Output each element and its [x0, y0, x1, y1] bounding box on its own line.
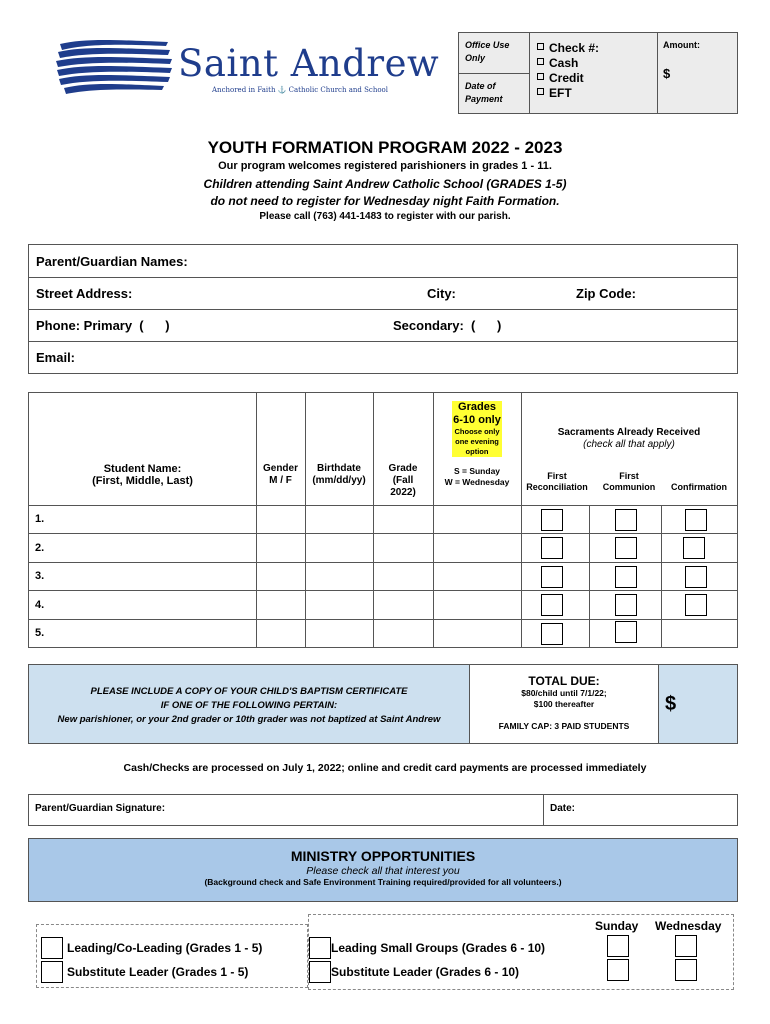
email-label: Email:	[36, 350, 76, 365]
phone-primary-label: Phone: Primary ( )	[36, 318, 170, 333]
grade-header: Grade (Fall 2022)	[388, 463, 418, 498]
leading-small-groups-checkbox[interactable]	[309, 937, 331, 959]
substitute-wednesday-checkbox[interactable]	[675, 959, 697, 981]
intro-line-4: Please call (763) 441-1483 to register with our parish.	[259, 211, 511, 222]
row3-confirmation-checkbox[interactable]	[685, 566, 707, 588]
date-label: Date:	[550, 803, 576, 814]
street-address-label: Street Address:	[36, 286, 133, 301]
substitute-leader-6-10-checkbox[interactable]	[309, 961, 331, 983]
family-cap: FAMILY CAP: 3 PAID STUDENTS	[498, 721, 630, 731]
amount-symbol: $	[663, 66, 671, 81]
gender-header: Gender M / F	[262, 463, 298, 486]
row5-communion-checkbox[interactable]	[615, 621, 637, 643]
logo-tagline: Anchored in Faith ⚓ Catholic Church and School	[212, 86, 388, 94]
page-title: YOUTH FORMATION PROGRAM 2022 - 2023	[207, 138, 563, 157]
intro-line-3: do not need to register for Wednesday night Faith Formation.	[210, 194, 560, 208]
saint-andrew-logo-icon	[56, 38, 174, 98]
row1-communion-checkbox[interactable]	[615, 509, 637, 531]
row1-reconciliation-checkbox[interactable]	[541, 509, 563, 531]
office-use-label-1: Office Use	[465, 40, 510, 50]
baptism-note: PLEASE INCLUDE A COPY OF YOUR CHILD'S BAPTISM CERTIFICATE IF ONE OF THE FOLLOWING PERTAIN: New parishioner, or your 2nd grader or 10th grader was not baptized at Saint Andrew	[57, 686, 441, 725]
phone-row[interactable]	[29, 309, 737, 342]
substitute-leader-6-10-label: Substitute Leader (Grades 6 - 10)	[331, 965, 520, 979]
row4-reconciliation-checkbox[interactable]	[541, 594, 563, 616]
parent-names-label: Parent/Guardian Names:	[36, 254, 188, 269]
wednesday-column-label: Wednesday	[655, 919, 722, 933]
total-rate-1: $80/child until 7/1/22;	[521, 688, 607, 698]
confirmation-header: Confirmation	[671, 482, 727, 492]
baptism-total-box	[28, 664, 738, 744]
birthdate-header: Birthdate (mm/dd/yy)	[312, 463, 366, 486]
leading-co-leading-checkbox[interactable]	[41, 937, 63, 959]
substitute-leader-1-5-label: Substitute Leader (Grades 1 - 5)	[67, 965, 249, 979]
ministry-title: MINISTRY OPPORTUNITIES	[290, 848, 476, 864]
parent-names-field[interactable]	[29, 245, 737, 278]
payment-option-eft[interactable]: EFT	[537, 86, 599, 101]
signature-label: Parent/Guardian Signature:	[35, 803, 166, 814]
logo-name: Saint Andrew	[178, 42, 440, 85]
student-row-4: 4.	[35, 599, 45, 611]
row2-reconciliation-checkbox[interactable]	[541, 537, 563, 559]
row5-reconciliation-checkbox[interactable]	[541, 623, 563, 645]
substitute-sunday-checkbox[interactable]	[607, 959, 629, 981]
ministry-banner	[28, 838, 738, 902]
payment-option-check[interactable]: Check #:	[537, 41, 599, 56]
ministry-sub-1: Please check all that interest you	[306, 865, 460, 877]
first-communion-header: First Communion	[602, 471, 656, 492]
student-row-5: 5.	[35, 627, 45, 639]
date-of-payment-label-1: Date of	[465, 81, 496, 91]
signature-row	[28, 794, 738, 826]
sacraments-header: Sacraments Already Received (check all that apply)	[557, 427, 701, 450]
leading-co-leading-label: Leading/Co-Leading (Grades 1 - 5)	[67, 941, 263, 955]
total-due-amount[interactable]: $	[665, 693, 677, 715]
volunteer-right-group	[308, 914, 734, 990]
student-row-3: 3.	[35, 570, 45, 582]
row2-communion-checkbox[interactable]	[615, 537, 637, 559]
row3-communion-checkbox[interactable]	[615, 566, 637, 588]
date-field[interactable]	[544, 795, 737, 825]
grades-6-10-header: Grades 6-10 only Choose only one evening option S = Sunday W = Wednesday	[444, 401, 510, 487]
ministry-sub-2: (Background check and Safe Environment Training required/provided for all volunteers.)	[204, 877, 562, 887]
volunteer-left-group	[36, 924, 308, 988]
small-groups-wednesday-checkbox[interactable]	[675, 935, 697, 957]
date-of-payment-label-2: Payment	[465, 94, 503, 104]
row4-communion-checkbox[interactable]	[615, 594, 637, 616]
student-table	[28, 392, 738, 648]
contact-info-box	[28, 244, 738, 374]
student-row-1: 1.	[35, 513, 45, 525]
office-use-box	[458, 32, 738, 114]
total-due-panel	[470, 665, 658, 743]
signature-field[interactable]	[29, 795, 543, 825]
row4-confirmation-checkbox[interactable]	[685, 594, 707, 616]
sunday-column-label: Sunday	[595, 919, 639, 933]
zip-code-label: Zip Code:	[576, 286, 636, 301]
payment-option-cash[interactable]: Cash	[537, 56, 599, 71]
total-due-title: TOTAL DUE:	[528, 674, 600, 688]
row1-confirmation-checkbox[interactable]	[685, 509, 707, 531]
payment-option-credit[interactable]: Credit	[537, 71, 599, 86]
office-use-label-2: Only	[465, 53, 486, 63]
city-label: City:	[427, 286, 456, 301]
first-reconciliation-header: First Reconciliation	[526, 471, 588, 492]
row3-reconciliation-checkbox[interactable]	[541, 566, 563, 588]
processing-note: Cash/Checks are processed on July 1, 2022; online and credit card payments are processed immediately	[123, 762, 647, 774]
email-field[interactable]	[29, 341, 737, 373]
total-rate-2: $100 thereafter	[533, 699, 595, 709]
leading-small-groups-label: Leading Small Groups (Grades 6 - 10)	[331, 941, 546, 955]
amount-label: Amount:	[663, 40, 700, 50]
intro-line-1: Our program welcomes registered parishioners in grades 1 - 11.	[218, 160, 552, 172]
address-row[interactable]	[29, 277, 737, 310]
phone-secondary-label: Secondary: ( )	[393, 318, 502, 333]
intro-line-2: Children attending Saint Andrew Catholic School (GRADES 1-5)	[203, 177, 567, 191]
substitute-leader-1-5-checkbox[interactable]	[41, 961, 63, 983]
small-groups-sunday-checkbox[interactable]	[607, 935, 629, 957]
row2-confirmation-checkbox[interactable]	[683, 537, 705, 559]
student-name-header: Student Name: (First, Middle, Last)	[92, 463, 193, 487]
student-row-2: 2.	[35, 542, 45, 554]
